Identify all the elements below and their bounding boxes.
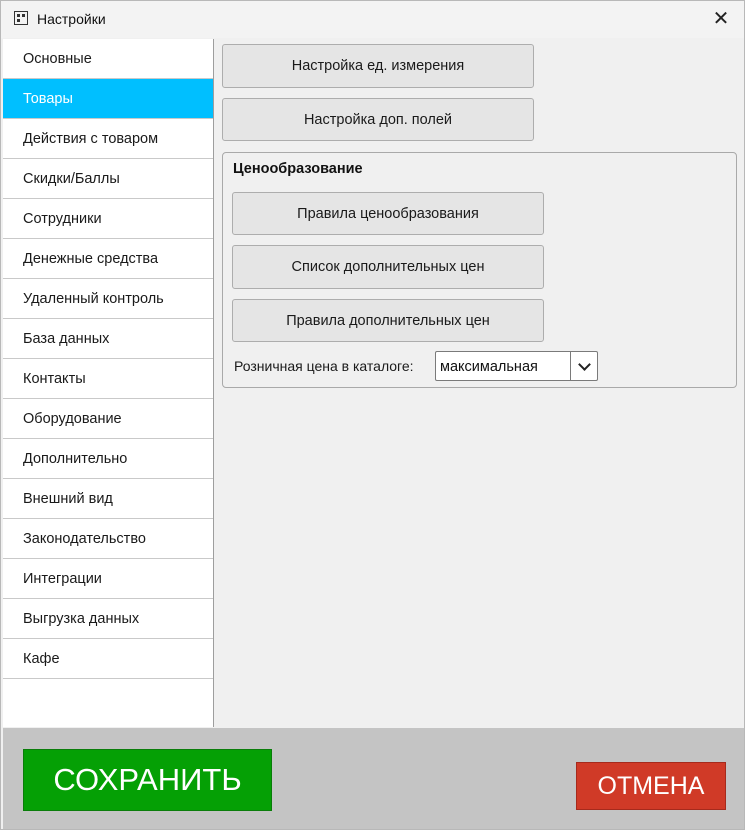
retail-price-select[interactable] <box>435 351 598 381</box>
extra-prices-rules-button[interactable]: Правила дополнительных цен <box>232 299 544 342</box>
sidebar-item-equipment[interactable]: Оборудование <box>3 399 213 439</box>
sidebar-item-basic[interactable]: Основные <box>3 39 213 79</box>
sidebar-item-integrations[interactable]: Интеграции <box>3 559 213 599</box>
sidebar-item-cafe[interactable]: Кафе <box>3 639 213 679</box>
retail-price-select-value: максимальная <box>440 359 538 375</box>
cancel-button[interactable]: ОТМЕНА <box>576 762 726 810</box>
extra-prices-list-button[interactable]: Список дополнительных цен <box>232 245 544 289</box>
pricing-group-title: Ценообразование <box>233 161 363 177</box>
chevron-down-icon <box>578 358 591 371</box>
pricing-group <box>222 152 737 388</box>
sidebar-item-cash[interactable]: Денежные средства <box>3 239 213 279</box>
sidebar-item-goods[interactable]: Товары <box>3 79 213 119</box>
close-icon[interactable]: ✕ <box>712 8 730 30</box>
dropdown-button[interactable] <box>570 352 597 380</box>
sidebar-item-employees[interactable]: Сотрудники <box>3 199 213 239</box>
sidebar-item-additional[interactable]: Дополнительно <box>3 439 213 479</box>
app-icon <box>14 11 28 25</box>
sidebar-item-appearance[interactable]: Внешний вид <box>3 479 213 519</box>
sidebar-item-data-export[interactable]: Выгрузка данных <box>3 599 213 639</box>
sidebar-item-discounts[interactable]: Скидки/Баллы <box>3 159 213 199</box>
units-settings-button[interactable]: Настройка ед. измерения <box>222 44 534 88</box>
sidebar-item-legislation[interactable]: Законодательство <box>3 519 213 559</box>
sidebar-item-database[interactable]: База данных <box>3 319 213 359</box>
sidebar-item-contacts[interactable]: Контакты <box>3 359 213 399</box>
save-button[interactable]: СОХРАНИТЬ <box>23 749 272 811</box>
window-title: Настройки <box>37 11 106 27</box>
sidebar-item-remote-control[interactable]: Удаленный контроль <box>3 279 213 319</box>
extra-fields-settings-button[interactable]: Настройка доп. полей <box>222 98 534 141</box>
footer-bar <box>3 728 744 829</box>
settings-sidebar <box>3 39 214 727</box>
pricing-rules-button[interactable]: Правила ценообразования <box>232 192 544 235</box>
settings-content <box>214 39 744 727</box>
title-bar <box>1 1 744 38</box>
sidebar-item-goods-actions[interactable]: Действия с товаром <box>3 119 213 159</box>
retail-price-label: Розничная цена в каталоге: <box>234 358 414 374</box>
